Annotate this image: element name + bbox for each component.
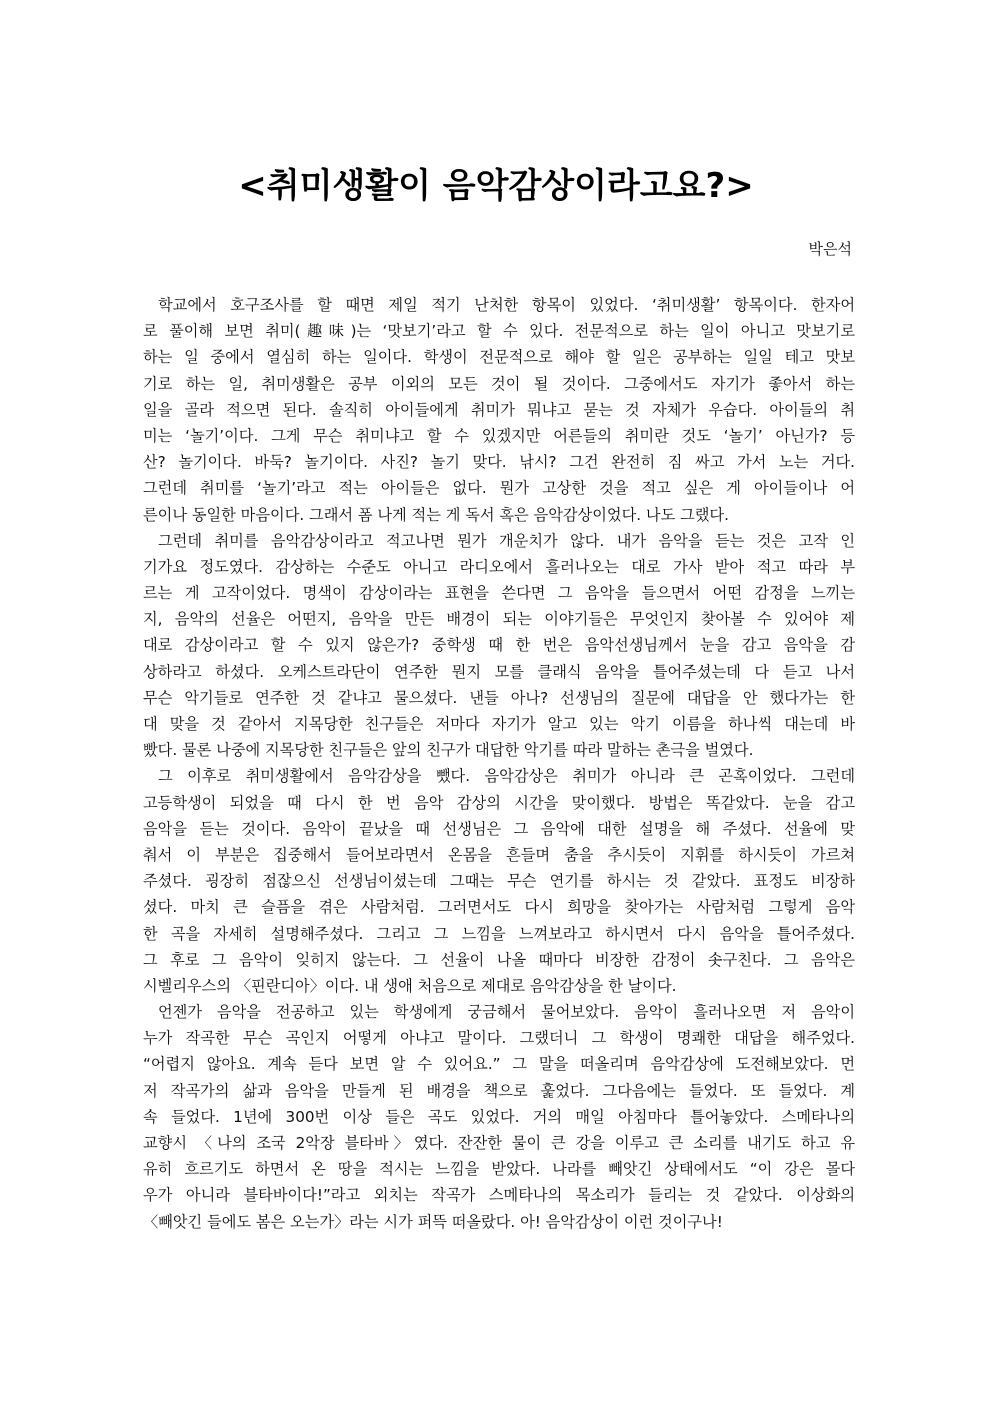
text-line: 저 작곡가의 삶과 음악을 만들게 된 배경을 책으로 훑었다. 그다음에는 들었다. 또 들었다. 계 [143,1081,855,1100]
text-line: 대 맞을 것 같아서 지목당한 친구들은 저마다 자기가 알고 있는 악기 이름을 하나씩 대는데 바 [143,715,855,733]
text-line: 유히 흐르기도 하면서 온 땅을 적시는 느낌을 받았다. 나라를 빼앗긴 상태에서도 “이 강은 몰다 [143,1160,855,1179]
text-line: 르는 게 고작이었다. 명색이 감상이라는 표현을 쓴다면 그 음악을 들으면서 어떤 감정을 느끼는 [143,584,855,603]
text-line: 그런데 취미를 음악감상이라고 적고나면 뭔가 개운치가 않다. 내가 음악을 듣는 것은 고작 인 [158,531,855,550]
text-line: 교향시 〈나의 조국 2악장 블타바〉였다. 잔잔한 물이 큰 강을 이루고 큰 소리를 내기도 하고 유 [143,1134,855,1152]
text-line: 하는 일 중에서 열심히 하는 일이다. 학생이 전문적으로 해야 할 일은 공부하는 일일 테고 맛보 [143,348,855,367]
text-line: 주셨다. 굉장히 점잖으신 선생님이셨는데 그때는 무슨 연기를 하시는 것 같았다. 표정도 비장하 [143,872,855,891]
text-line: 미는 ‘놀기’이다. 그게 무슨 취미냐고 할 수 있겠지만 어른들의 취미란 것도 ‘놀기’ 아닌가? 등 [143,426,855,445]
text-line: 무슨 악기들로 연주한 것 같냐고 물으셨다. 낸들 아나? 선생님의 질문에 대답을 안 했다가는 한 [143,688,855,707]
text-line: 기가요 정도였다. 감상하는 수준도 아니고 라디오에서 흘러나오는 대로 가사 받아 적고 따라 부 [143,557,855,576]
text-line: 기로 하는 일, 취미생활은 공부 이외의 모든 것이 될 것이다. 그중에서도 자기가 좋아서 하는 [143,374,855,393]
text-line: 상하라고 하셨다. 오케스트라단이 연주한 뭔지 모를 클래식 음악을 틀어주셨는데 다 듣고 나서 [143,662,855,681]
text-line: 속 들었다. 1년에 300번 이상 들은 곡도 있었다. 거의 매일 아침마다 틀어놓았다. 스메타나의 [143,1107,855,1126]
text-line: 대로 감상이라고 할 수 있지 않은가? 중학생 때 한 번은 음악선생님께서 눈을 감고 음악을 감 [143,636,855,655]
text-line: 고등학생이 되었을 때 다시 한 번 음악 감상의 시간을 맞이했다. 방법은 똑같았다. 눈을 감고 [143,793,855,812]
text-line: 그 후로 그 음악이 잊히지 않는다. 그 선율이 나올 때마다 비장한 감정이 솟구친다. 그 음악은 [143,950,855,969]
text-line: 시벨리우스의 〈핀란디아〉이다. 내 생애 처음으로 제대로 음악감상을 한 날이다. [143,976,677,995]
text-line: 우가 아니라 블타바이다!”라고 외치는 작곡가 스메타나의 목소리가 들리는 것 같았다. 이상화의 [143,1186,855,1205]
document-title: <취미생활이 음악감상이라고요?> [238,166,754,206]
text-line: 춰서 이 부분은 집중해서 들어보라면서 온몸을 흔들며 춤을 추시듯이 지휘를 하시듯이 가르쳐 [143,845,855,864]
text-line: 음악을 듣는 것이다. 음악이 끝났을 때 선생님은 그 음악에 대한 설명을 해 주셨다. 선율에 맞 [143,819,855,838]
text-line: 언젠가 음악을 전공하고 있는 학생에게 궁금해서 물어보았다. 음악이 흘러나오면 저 음악이 [158,1003,855,1022]
author-name: 박은석 [808,240,852,258]
text-line: “어렵지 않아요. 계속 듣다 보면 알 수 있어요.” 그 말을 떠올리며 음악감상에 도전해보았다. 먼 [143,1055,855,1074]
text-line: 지, 음악의 선율은 어떤지, 음악을 만든 배경이 되는 이야기들은 무엇인지 찾아볼 수 있어야 제 [143,610,855,629]
text-line: 른이나 동일한 마음이다. 그래서 폼 나게 적는 게 독서 혹은 음악감상이었다. 나도 그랬다. [143,505,729,524]
text-line: 로 풀이해 보면 취미(趣味)는 ‘맛보기’라고 할 수 있다. 전문적으로 하는 일이 아니고 맛보기로 [143,322,855,341]
text-line: 그 이후로 취미생활에서 음악감상을 뺐다. 음악감상은 취미가 아니라 큰 곤혹이었다. 그런데 [158,767,855,786]
text-line: 산? 놀기이다. 바둑? 놀기이다. 사진? 놀기 맞다. 낚시? 그건 완전히 짐 싸고 가서 노는 거다. [143,453,855,472]
text-line: 셨다. 마치 큰 슬픔을 겪은 사람처럼. 그러면서도 다시 희망을 찾아가는 사람처럼 그렇게 음악 [143,898,855,917]
text-line: 한 곡을 자세히 설명해주셨다. 그리고 그 느낌을 느껴보라고 하시면서 다시 음악을 틀어주셨다. [143,924,855,943]
text-line: 학교에서 호구조사를 할 때면 제일 적기 난처한 항목이 있었다. ‘취미생활’ 항목이다. 한자어 [158,296,855,314]
text-line: 누가 작곡한 무슨 곡인지 어떻게 아냐고 말이다. 그랬더니 그 학생이 명쾌한 대답을 해주었다. [143,1029,855,1048]
text-line: 〈빼앗긴 들에도 봄은 오는가〉라는 시가 퍼뜩 떠올랐다. 아! 음악감상이 이런 것이구나! [143,1212,723,1231]
text-line: 그런데 취미를 ‘놀기’라고 적는 아이들은 없다. 뭔가 고상한 것을 적고 싶은 게 아이들이나 어 [143,479,855,498]
text-line: 빴다. 물론 나중에 지목당한 친구들은 앞의 친구가 대답한 악기를 따라 말하는 촌극을 벌였다. [143,741,754,760]
document-body [143,292,855,1235]
text-line: 일을 골라 적으면 된다. 솔직히 아이들에게 취미가 뭐냐고 묻는 것 자체가 우습다. 아이들의 취 [143,400,855,419]
